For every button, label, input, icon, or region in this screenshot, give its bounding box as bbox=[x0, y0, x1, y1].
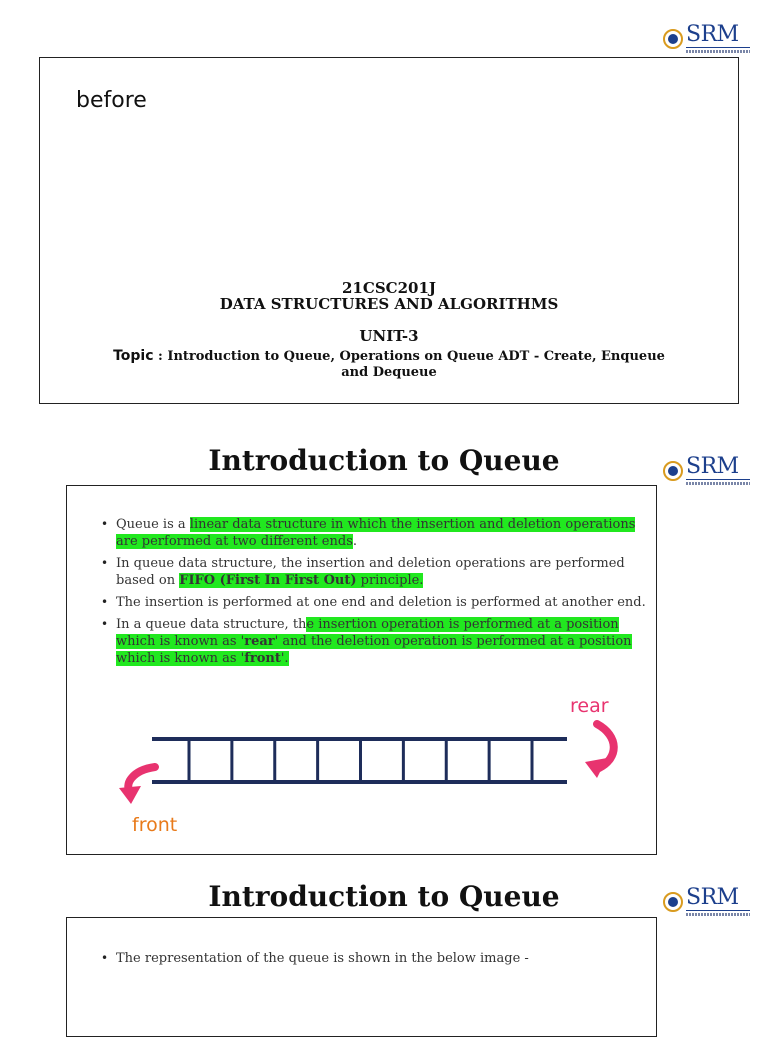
course-code: 21CSC201J bbox=[342, 279, 436, 297]
srm-logo bbox=[663, 24, 750, 53]
srm-logo bbox=[663, 887, 750, 916]
topic-text: Introduction to Queue, Operations on Queue ADT - Create, Enqueue and Dequeue bbox=[167, 349, 665, 380]
cover-slide bbox=[39, 57, 739, 404]
front-arrowhead-icon bbox=[119, 786, 141, 804]
unit-label: UNIT-3 bbox=[359, 327, 419, 345]
topic-separator: : bbox=[153, 349, 168, 364]
bullet-item: • Queue is a linear data structure in which the insertion and deletion operations are performed at two different ends. bbox=[101, 516, 650, 550]
queue-diagram bbox=[67, 486, 655, 853]
bullet-item: • The insertion is performed at one end and deletion is performed at another end. bbox=[101, 594, 650, 611]
bullet-item: • The representation of the queue is shown in the below image - bbox=[101, 950, 650, 967]
front-label: front bbox=[132, 814, 178, 836]
topic-label: Topic bbox=[113, 348, 154, 364]
queue-cells bbox=[189, 739, 532, 782]
content-slide bbox=[66, 917, 657, 1037]
logo-text: SRM bbox=[686, 454, 739, 479]
bullet-item: • In queue data structure, the insertion and deletion operations are performed based on FIFO (First In First Out) principle. bbox=[101, 555, 650, 589]
rear-label: rear bbox=[570, 695, 609, 717]
srm-seal-icon bbox=[663, 461, 683, 481]
topic-line bbox=[40, 348, 738, 381]
logo-text: SRM bbox=[686, 885, 739, 910]
srm-seal-icon bbox=[663, 892, 683, 912]
srm-seal-icon bbox=[663, 29, 683, 49]
cover-block bbox=[40, 280, 738, 381]
bullet-list bbox=[101, 950, 650, 972]
srm-logo bbox=[663, 456, 750, 485]
course-name: DATA STRUCTURES AND ALGORITHMS bbox=[219, 295, 559, 313]
content-slide bbox=[66, 485, 657, 855]
bullet-item: • In a queue data structure, the insertion operation is performed at a position which is known as 'rear' and the deletion operation is performed at a position which is known as 'front'. bbox=[101, 616, 650, 667]
slide-title: Introduction to Queue bbox=[208, 880, 560, 913]
logo-text: SRM bbox=[686, 22, 739, 47]
slide-title: Introduction to Queue bbox=[208, 444, 560, 477]
before-label: before bbox=[76, 88, 147, 113]
